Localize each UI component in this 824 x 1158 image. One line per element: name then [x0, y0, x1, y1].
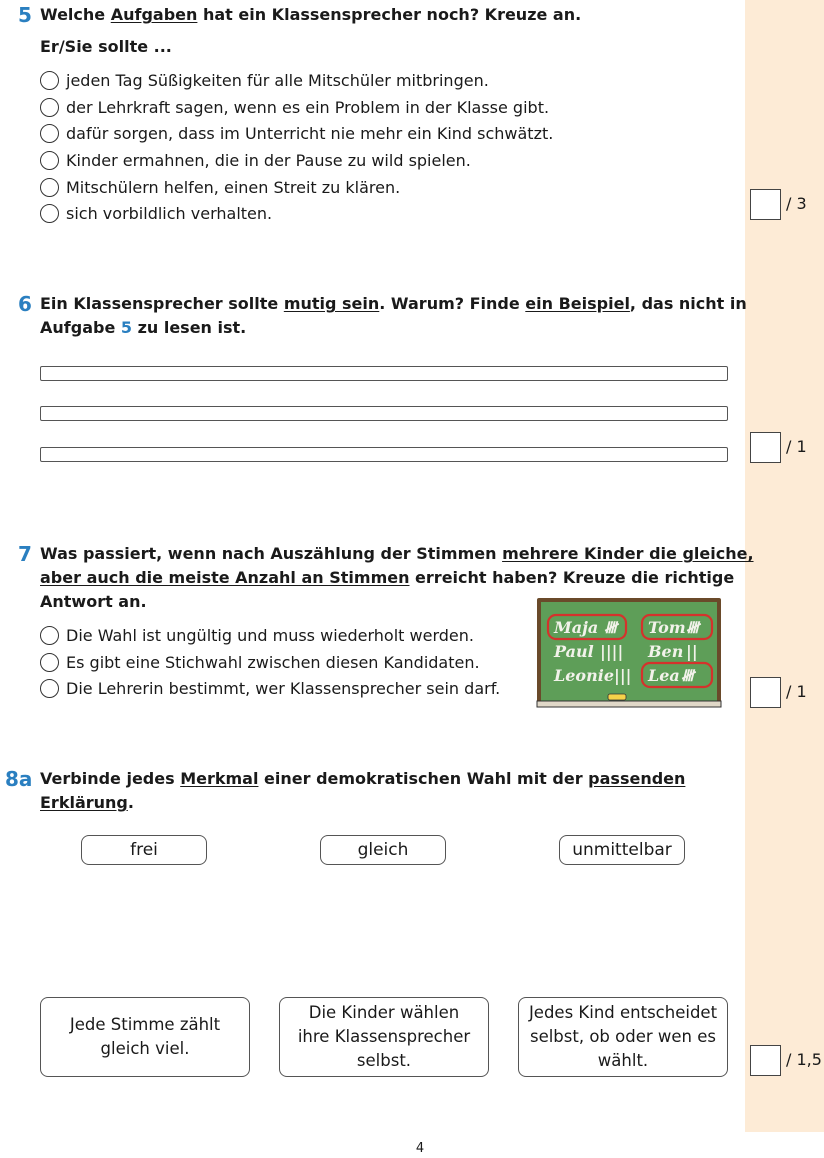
option-label: jeden Tag Süßigkeiten für alle Mitschüler mitbringen. — [66, 70, 489, 90]
task-8a-score-box[interactable] — [750, 1045, 781, 1076]
q-text: Verbinde jedes — [40, 769, 181, 788]
answer-checkbox[interactable] — [40, 178, 59, 197]
answer-line[interactable] — [40, 406, 728, 421]
explanation-card[interactable]: Die Kinder wählen ihre Klassensprecher selbst. — [279, 997, 489, 1077]
task-5-options — [40, 67, 553, 227]
explanation-card[interactable]: Jede Stimme zählt gleich viel. — [40, 997, 250, 1077]
explanation-card[interactable]: Jedes Kind entscheidet selbst, ob oder wen es wählt. — [518, 997, 728, 1077]
score-column — [745, 0, 824, 1132]
task-6-max-score: / 1 — [786, 437, 807, 456]
chalkboard-illustration — [536, 597, 722, 711]
task-8a-max-score: / 1,5 — [786, 1050, 822, 1069]
candidate-name: Ben — [648, 642, 684, 661]
answer-checkbox[interactable] — [40, 204, 59, 223]
board-ledge — [537, 701, 721, 707]
answer-checkbox[interactable] — [40, 71, 59, 90]
option-row — [40, 94, 553, 121]
candidate-name: Leonie — [554, 666, 614, 685]
q-text: . Warum? Finde — [379, 294, 526, 313]
q-keyword: Merkmal — [180, 769, 259, 788]
answer-checkbox[interactable] — [40, 98, 59, 117]
q-text: erreicht haben? Kreuze die richtige — [409, 568, 735, 587]
page-number: 4 — [415, 1141, 425, 1156]
q-text: zu lesen ist. — [132, 318, 247, 337]
tally-marks: |||| — [600, 642, 624, 661]
task-6-question — [40, 292, 747, 340]
candidate-name: Tom — [648, 618, 686, 637]
q-text: einer demokratischen Wahl mit der — [258, 769, 589, 788]
option-row — [40, 120, 553, 147]
task-6-number: 6 — [18, 292, 32, 316]
q-text: Welche — [40, 5, 111, 24]
q-text: Ein Klassensprecher sollte — [40, 294, 284, 313]
q-keyword: ein Beispiel — [525, 294, 630, 313]
q-text: Antwort an. — [40, 592, 147, 611]
task-7-number: 7 — [18, 542, 32, 566]
q-keyword: aber auch die meiste Anzahl an Stimmen — [40, 568, 410, 587]
task-5-question — [40, 3, 581, 27]
task-5-subprompt: Er/Sie sollte ... — [40, 37, 172, 56]
answer-checkbox[interactable] — [40, 124, 59, 143]
option-label: Mitschülern helfen, einen Streit zu klären. — [66, 177, 401, 197]
tally-marks: ||| — [614, 666, 632, 685]
option-row — [40, 67, 553, 94]
option-label: dafür sorgen, dass im Unterricht nie mehr ein Kind schwätzt. — [66, 124, 554, 144]
tally-marks: 𝍸 — [681, 666, 695, 685]
answer-line[interactable] — [40, 366, 728, 381]
candidate-name: Lea — [648, 666, 680, 685]
term-card-gleich[interactable]: gleich — [320, 835, 446, 865]
tally-marks: 𝍸 — [686, 618, 700, 637]
task-7-max-score: / 1 — [786, 682, 807, 701]
task-7-options — [40, 622, 500, 702]
task-8a-number: 8a — [5, 767, 33, 791]
q-text: Aufgabe — [40, 318, 121, 337]
q-text: Was passiert, wenn nach Auszählung der Stimmen — [40, 544, 503, 563]
option-label: Die Lehrerin bestimmt, wer Klassensprecher sein darf. — [66, 679, 501, 699]
q-keyword: Aufgaben — [110, 5, 198, 24]
option-row — [40, 200, 553, 227]
q-text: . — [127, 793, 134, 812]
candidate-name: Paul — [554, 642, 594, 661]
candidate-name: Maja — [554, 618, 599, 637]
q-keyword: mutig sein — [283, 294, 380, 313]
option-row — [40, 147, 553, 174]
option-label: Kinder ermahnen, die in der Pause zu wild spielen. — [66, 150, 471, 170]
term-card-unmittelbar[interactable]: unmittelbar — [559, 835, 685, 865]
task-reference: 5 — [120, 318, 132, 337]
task-6-score-box[interactable] — [750, 432, 781, 463]
chalk-piece-icon — [608, 694, 626, 700]
task-5-max-score: / 3 — [786, 194, 807, 213]
option-label: Die Wahl ist ungültig und muss wiederholt werden. — [66, 625, 474, 645]
option-row — [40, 649, 500, 676]
q-text: , das nicht in — [629, 294, 747, 313]
option-row — [40, 675, 500, 702]
task-5-score-box[interactable] — [750, 189, 781, 220]
task-8a-question — [40, 767, 685, 815]
term-card-frei[interactable]: frei — [81, 835, 207, 865]
option-row — [40, 622, 500, 649]
task-7-score-box[interactable] — [750, 677, 781, 708]
q-keyword: mehrere Kinder die gleiche, — [502, 544, 754, 563]
answer-checkbox[interactable] — [40, 679, 59, 698]
answer-line[interactable] — [40, 447, 728, 462]
answer-checkbox[interactable] — [40, 151, 59, 170]
q-keyword: passenden — [588, 769, 686, 788]
task-5-number: 5 — [18, 3, 32, 27]
answer-checkbox[interactable] — [40, 653, 59, 672]
option-label: sich vorbildlich verhalten. — [66, 204, 273, 224]
q-text: hat ein Klassensprecher noch? Kreuze an. — [197, 5, 582, 24]
option-label: der Lehrkraft sagen, wenn es ein Problem in der Klasse gibt. — [66, 97, 550, 117]
tally-marks: 𝍸 — [604, 618, 618, 637]
option-row — [40, 174, 553, 201]
answer-checkbox[interactable] — [40, 626, 59, 645]
q-keyword: Erklärung — [40, 793, 128, 812]
tally-marks: || — [686, 642, 698, 661]
option-label: Es gibt eine Stichwahl zwischen diesen Kandidaten. — [66, 652, 480, 672]
